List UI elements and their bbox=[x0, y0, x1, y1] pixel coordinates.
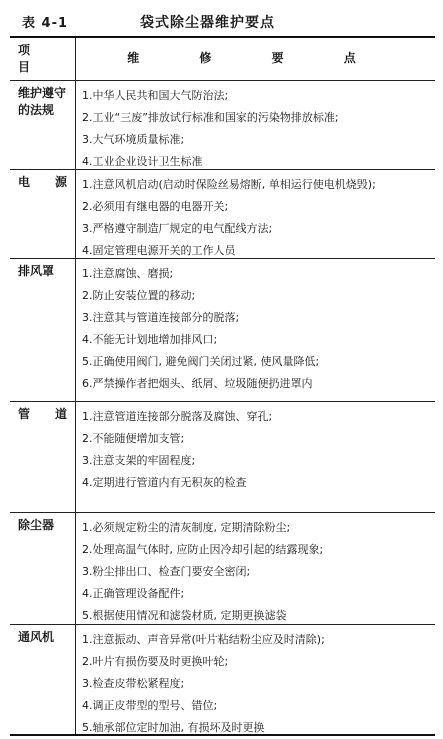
table-title: 袋式除尘器维护要点 bbox=[140, 15, 275, 31]
point-line: 6.严禁操作者把烟头、纸屑、垃圾随便扔进罩内 bbox=[82, 377, 313, 390]
table-header-row bbox=[10, 38, 435, 80]
row-points bbox=[76, 81, 435, 169]
point-line: 4.调正皮带型的型号、错位; bbox=[82, 699, 218, 712]
point-line: 3.粉尘排出口、检查门要安全密闭; bbox=[82, 565, 251, 578]
point-line: 1.注意腐蚀、磨损; bbox=[82, 267, 174, 280]
row-points bbox=[76, 625, 435, 734]
point-line: 1.注意振动、声音异常(叶片粘结粉尘应及时清除); bbox=[82, 633, 325, 646]
point-line: 3.检查皮带松紧程度; bbox=[82, 677, 185, 690]
row-item: 电 源 bbox=[10, 170, 76, 258]
point-line: 4.固定管理电源开关的工作人员 bbox=[82, 244, 236, 257]
point-line: 3.注意支架的牢固程度; bbox=[82, 454, 196, 467]
table-row bbox=[10, 512, 435, 624]
table-row bbox=[10, 169, 435, 258]
point-line: 1.注意管道连接部分脱落及腐蚀、穿孔; bbox=[82, 410, 273, 423]
row-points bbox=[76, 513, 435, 624]
point-line: 5.轴承部位定时加油, 有损坏及时更换 bbox=[82, 721, 265, 734]
header-item: 项 目 bbox=[10, 38, 76, 80]
point-line: 5.正确使用阀门, 避免阀门关闭过紧, 使风量降低; bbox=[82, 355, 320, 368]
point-line: 5.根据使用情况和滤袋材质, 定期更换滤袋 bbox=[82, 609, 287, 622]
row-item: 通风机 bbox=[10, 625, 76, 734]
point-line: 2.叶片有损伤要及时更换叶轮; bbox=[82, 655, 229, 668]
row-points bbox=[76, 259, 435, 401]
row-item: 除尘器 bbox=[10, 513, 76, 624]
table-row bbox=[10, 401, 435, 512]
point-line: 2.必须用有继电器的电器开关; bbox=[82, 200, 229, 213]
row-item: 排风罩 bbox=[10, 259, 76, 401]
row-points bbox=[76, 170, 435, 258]
table-row bbox=[10, 624, 435, 734]
table-number: 表 4-1 bbox=[22, 16, 69, 31]
point-line: 2.工业“三废”排放试行标准和国家的污染物排放标准; bbox=[82, 111, 339, 124]
row-item: 维护遵守的法规 bbox=[10, 81, 76, 169]
point-line: 2.防止安装位置的移动; bbox=[82, 289, 196, 302]
row-points bbox=[76, 402, 435, 512]
point-line: 1.必须规定粉尘的清灰制度, 定期清除粉尘; bbox=[82, 521, 291, 534]
point-line: 2.不能随便增加支管; bbox=[82, 432, 185, 445]
point-line: 4.正确管理设备配件; bbox=[82, 587, 185, 600]
point-line: 2.处理高温气体时, 应防止因冷却引起的结露现象; bbox=[82, 543, 324, 556]
point-line: 4.定期进行管道内有无积灰的检查 bbox=[82, 476, 247, 489]
table-row bbox=[10, 258, 435, 401]
point-line: 3.大气环境质量标准; bbox=[82, 133, 185, 146]
point-line: 4.工业企业设计卫生标准 bbox=[82, 155, 203, 168]
point-line: 4.不能无计划地增加排风口; bbox=[82, 333, 218, 346]
table-row bbox=[10, 80, 435, 169]
header-points: 维 修 要 点 bbox=[127, 51, 384, 65]
point-line: 1.中华人民共和国大气防治法; bbox=[82, 89, 229, 102]
point-line: 3.严格遵守制造厂规定的电气配线方法; bbox=[82, 222, 273, 235]
row-item: 管 道 bbox=[10, 402, 76, 512]
point-line: 1.注意风机启动(启动时保险丝易熔断, 单相运行使电机烧毁); bbox=[82, 178, 376, 191]
point-line: 3.注意其与管道连接部分的脱落; bbox=[82, 311, 240, 324]
maintenance-table bbox=[10, 36, 435, 736]
table-caption bbox=[10, 10, 435, 30]
